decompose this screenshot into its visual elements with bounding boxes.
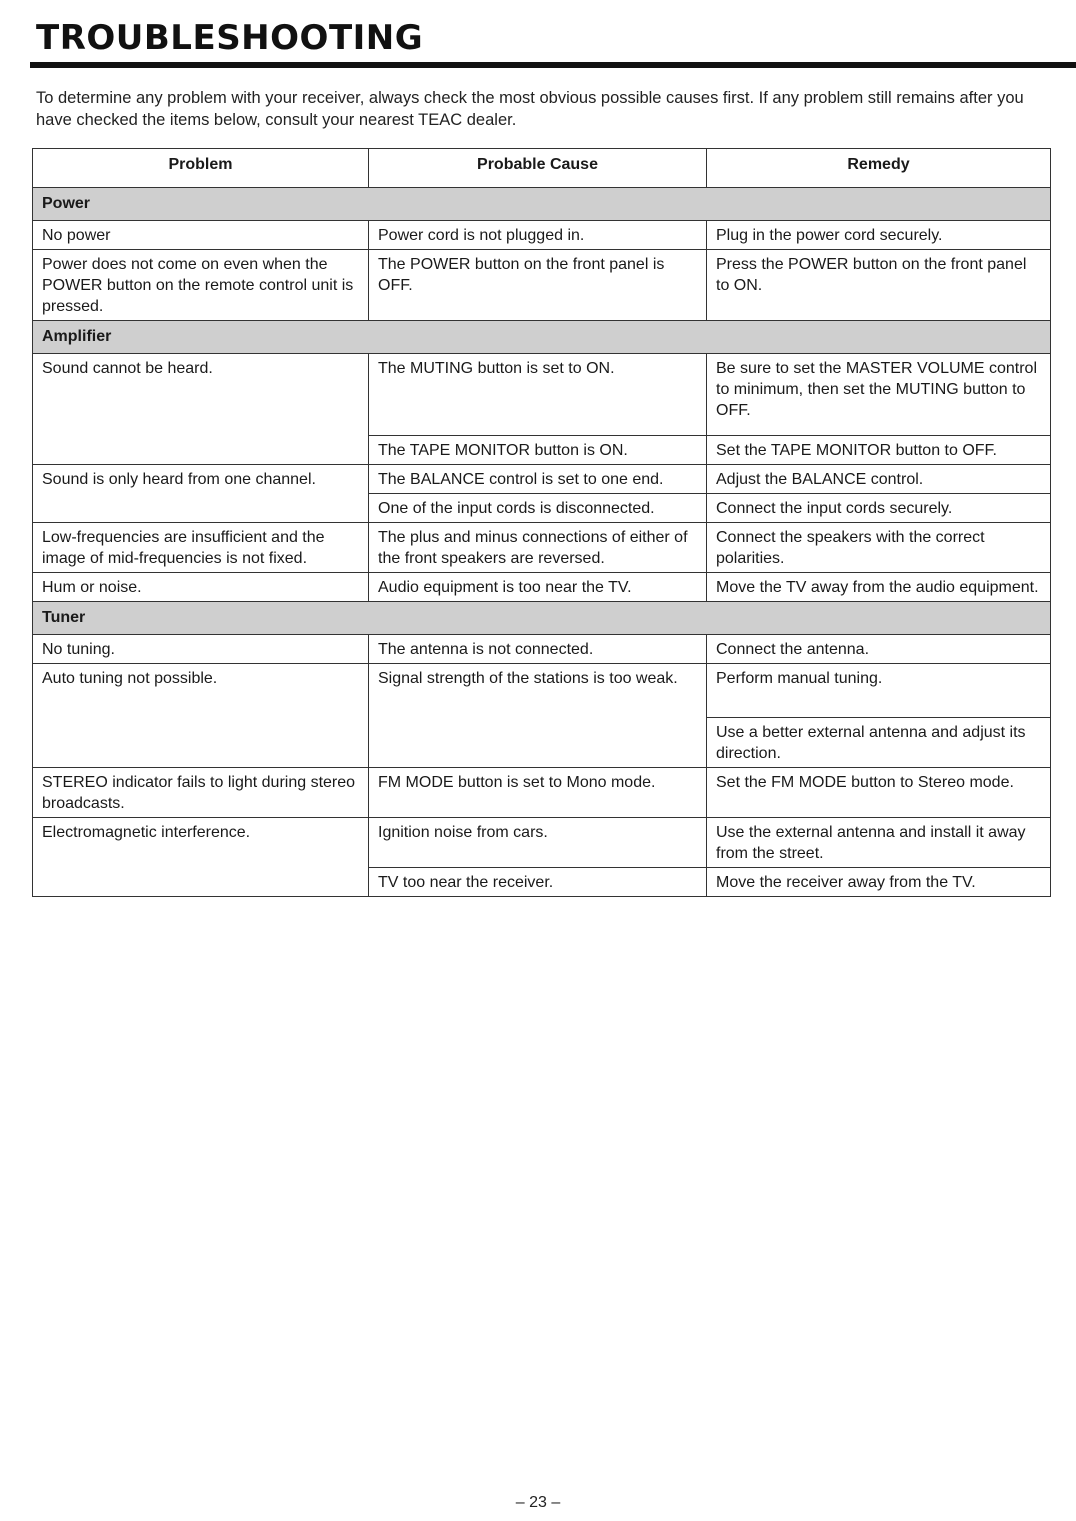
cause-cell: The antenna is not connected. (369, 635, 707, 664)
remedy-cell: Perform manual tuning. (707, 664, 1051, 718)
intro-paragraph: To determine any problem with your receiver, always check the most obvious possible causes first. If any problem still remains after you have checked the items below, consult your nearest TEAC dealer. (36, 89, 1024, 129)
table-row (33, 768, 1051, 818)
remedy-cell: Set the TAPE MONITOR button to OFF. (707, 436, 1051, 465)
problem-cell: Low-frequencies are insufficient and the image of mid-frequencies is not fixed. (33, 523, 369, 573)
problem-cell: Power does not come on even when the POWER button on the remote control unit is pressed. (33, 250, 369, 321)
section-power (33, 188, 1051, 221)
remedy-cell: Connect the antenna. (707, 635, 1051, 664)
header-remedy: Remedy (707, 149, 1051, 188)
cause-cell: The plus and minus connections of either of the front speakers are reversed. (369, 523, 707, 573)
header-problem: Problem (33, 149, 369, 188)
cause-cell: The MUTING button is set to ON. (369, 354, 707, 436)
remedy-cell: Set the FM MODE button to Stereo mode. (707, 768, 1051, 818)
section-label: Tuner (33, 602, 1051, 635)
problem-cell: STEREO indicator fails to light during stereo broadcasts. (33, 768, 369, 818)
table-row (33, 465, 1051, 494)
remedy-cell: Press the POWER button on the front panel to ON. (707, 250, 1051, 321)
remedy-cell: Be sure to set the MASTER VOLUME control to minimum, then set the MUTING button to OFF. (707, 354, 1051, 436)
remedy-cell: Use a better external antenna and adjust its direction. (707, 718, 1051, 768)
problem-cell: Sound cannot be heard. (33, 354, 369, 465)
problem-cell: Hum or noise. (33, 573, 369, 602)
table-row (33, 250, 1051, 321)
table-row (33, 573, 1051, 602)
remedy-cell: Connect the speakers with the correct polarities. (707, 523, 1051, 573)
section-label: Amplifier (33, 321, 1051, 354)
cause-cell: TV too near the receiver. (369, 868, 707, 897)
table-row (33, 818, 1051, 868)
cause-cell: Audio equipment is too near the TV. (369, 573, 707, 602)
remedy-cell: Use the external antenna and install it away from the street. (707, 818, 1051, 868)
remedy-cell: Plug in the power cord securely. (707, 221, 1051, 250)
problem-cell: Electromagnetic interference. (33, 818, 369, 897)
page-number: – 23 – (515, 1494, 561, 1511)
table-row (33, 354, 1051, 436)
cause-cell: Signal strength of the stations is too weak. (369, 664, 707, 768)
cause-cell: One of the input cords is disconnected. (369, 494, 707, 523)
troubleshooting-table (32, 148, 1051, 897)
page-title: TROUBLESHOOTING (36, 18, 424, 58)
cause-cell: The POWER button on the front panel is OFF. (369, 250, 707, 321)
section-amplifier (33, 321, 1051, 354)
cause-cell: The TAPE MONITOR button is ON. (369, 436, 707, 465)
remedy-cell: Move the TV away from the audio equipment. (707, 573, 1051, 602)
remedy-cell: Adjust the BALANCE control. (707, 465, 1051, 494)
cause-cell: Ignition noise from cars. (369, 818, 707, 868)
table-row (33, 664, 1051, 718)
header-cause: Probable Cause (369, 149, 707, 188)
table-row (33, 221, 1051, 250)
problem-cell: No power (33, 221, 369, 250)
remedy-cell: Move the receiver away from the TV. (707, 868, 1051, 897)
problem-cell: No tuning. (33, 635, 369, 664)
problem-cell: Auto tuning not possible. (33, 664, 369, 768)
cause-cell: FM MODE button is set to Mono mode. (369, 768, 707, 818)
cause-cell: The BALANCE control is set to one end. (369, 465, 707, 494)
problem-cell: Sound is only heard from one channel. (33, 465, 369, 523)
title-rule (30, 62, 1076, 68)
table-header-row (33, 149, 1051, 188)
table-row (33, 523, 1051, 573)
cause-cell: Power cord is not plugged in. (369, 221, 707, 250)
section-tuner (33, 602, 1051, 635)
section-label: Power (33, 188, 1051, 221)
table-row (33, 635, 1051, 664)
remedy-cell: Connect the input cords securely. (707, 494, 1051, 523)
